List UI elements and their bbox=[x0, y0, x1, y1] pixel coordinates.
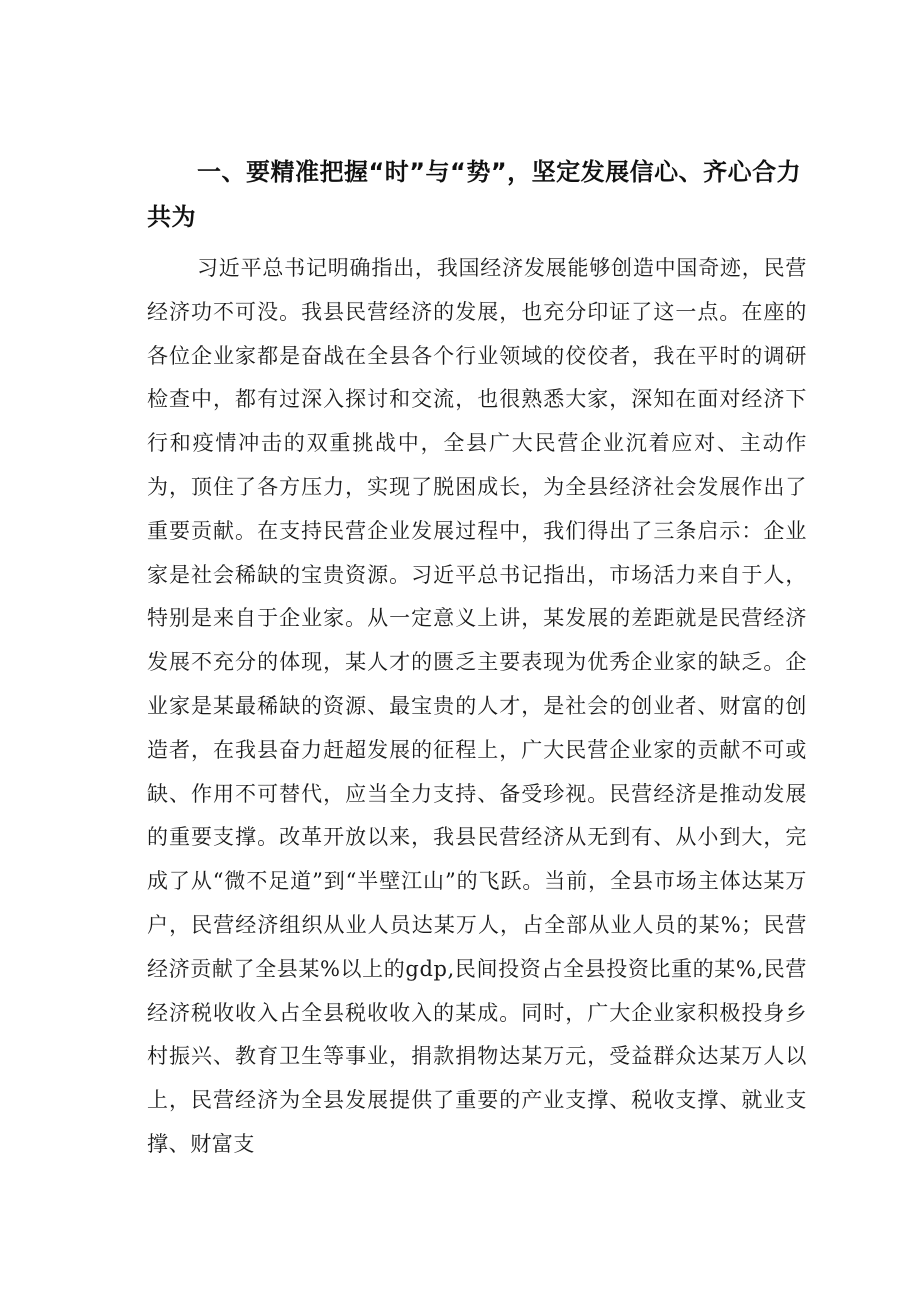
body-paragraph: 习近平总书记明确指出，我国经济发展能够创造中国奇迹，民营经济功不可没。我县民营经济的发展，也充分印证了这一点。在座的各位企业家都是奋战在全县各个行业领域的佼佼者，我在平时的调研检查中，都有过深入探讨和交流，也很熟悉大家，深知在面对经济下行和疫情冲击的双重挑战中，全县广大民营企业沉着应对、主动作为，顶住了各方压力，实现了脱困成长，为全县经济社会发展作出了重要贡献。在支持民营企业发展过程中，我们得出了三条启示：企业家是社会稀缺的宝贵资源。习近平总书记指出，市场活力来自于人，特别是来自于企业家。从一定意义上讲，某发展的差距就是民营经济发展不充分的体现，某人才的匮乏主要表现为优秀企业家的缺乏。企业家是某最稀缺的资源、最宝贵的人才，是社会的创业者、财富的创造者，在我县奋力赶超发展的征程上，广大民营企业家的贡献不可或缺、作用不可替代，应当全力支持、备受珍视。民营经济是推动发展的重要支撑。改革开放以来，我县民营经济从无到有、从小到大，完成了从“微不足道”到“半壁江山”的飞跃。当前，全县市场主体达某万户，民营经济组织从业人员达某万人，占全部从业人员的某%；民营经济贡献了全县某%以上的gdp,民间投资占全县投资比重的某%,民营经济税收收入占全县税收收入的某成。同时，广大企业家积极投身乡村振兴、教育卫生等事业，捐款捐物达某万元，受益群众达某万人以上，民营经济为全县发展提供了重要的产业支撑、税收支撑、就业支撑、财富支 bbox=[147, 256, 807, 1156]
section-heading: 一、要精准把握“时”与“势”，坚定发展信心、齐心合力共为 bbox=[147, 158, 802, 231]
